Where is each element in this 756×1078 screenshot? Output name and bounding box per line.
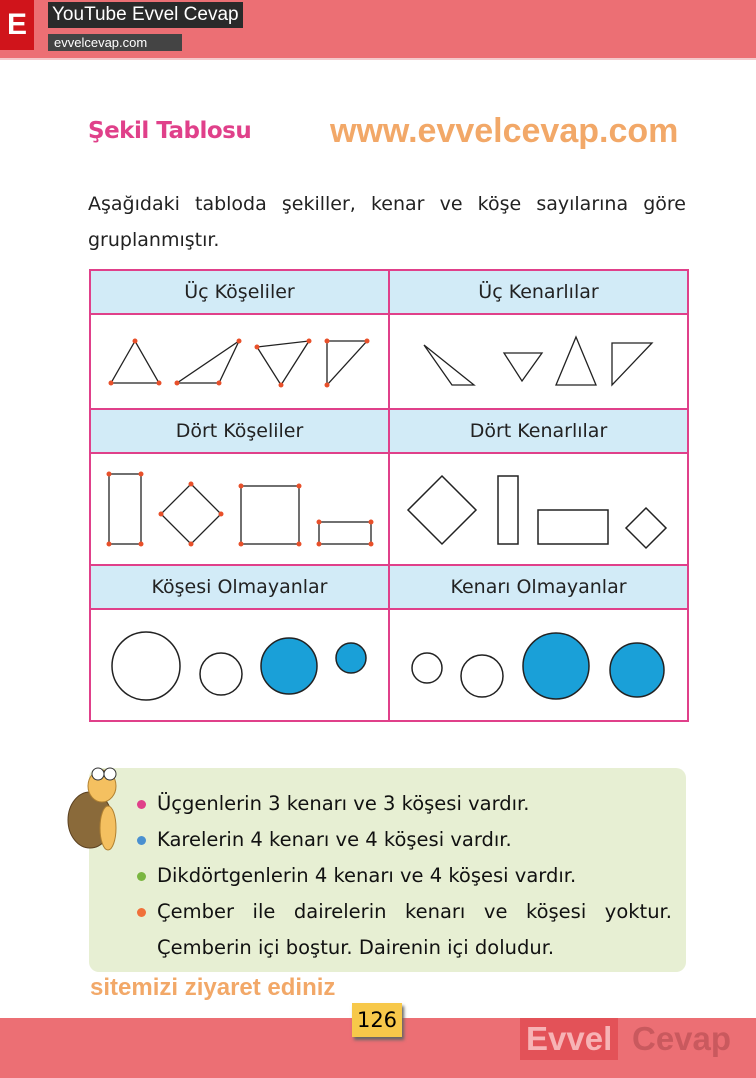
note-item: Çember ile dairelerin kenarı ve köşesi yoktur. Çemberin içi boştur. Dairenin içi doludur.: [157, 894, 672, 966]
circles-vertices: [90, 609, 389, 721]
header-no-vertices: Köşesi Olmayanlar: [90, 565, 389, 609]
footer-brand-evvel: Evvel: [520, 1018, 618, 1060]
logo: E: [0, 0, 34, 50]
header-four-vertices: Dört Köşeliler: [90, 409, 389, 453]
bullet-icon: [137, 872, 146, 881]
page-number: 126: [352, 1003, 402, 1037]
triangles-vertices: [90, 314, 389, 409]
bullet-icon: [137, 908, 146, 917]
triangles-sides: [389, 314, 688, 409]
footer-brand-cevap: Cevap: [632, 1020, 732, 1057]
header-no-sides: Kenarı Olmayanlar: [389, 565, 688, 609]
top-banner: [0, 0, 756, 60]
bullet-icon: [137, 836, 146, 845]
turtle-mascot-icon: [64, 758, 134, 858]
quadrilaterals-vertices: [90, 453, 389, 565]
note-item: Karelerin 4 kenarı ve 4 köşesi vardır.: [157, 822, 672, 858]
note-item: Dikdörtgenlerin 4 kenarı ve 4 köşesi vardır.: [157, 858, 672, 894]
header-three-vertices: Üç Köşeliler: [90, 270, 389, 314]
shape-table: [89, 269, 689, 722]
watermark-sub: sitemizi ziyaret ediniz: [90, 974, 336, 1001]
bullet-icon: [137, 800, 146, 809]
watermark: www.evvelcevap.com: [330, 112, 679, 150]
note-item: Üçgenlerin 3 kenarı ve 3 köşesi vardır.: [157, 786, 672, 822]
page-title: Şekil Tablosu: [88, 118, 252, 144]
header-four-sides: Dört Kenarlılar: [389, 409, 688, 453]
site-link[interactable]: evvelcevap.com: [48, 34, 182, 51]
intro-text: Aşağıdaki tabloda şekiller, kenar ve köşe sayılarına göre gruplanmıştır.: [88, 193, 686, 251]
info-box: [89, 768, 686, 972]
quadrilaterals-sides: [389, 453, 688, 565]
header-three-sides: Üç Kenarlılar: [389, 270, 688, 314]
circles-sides: [389, 609, 688, 721]
channel-name: YouTube Evvel Cevap: [48, 2, 243, 28]
